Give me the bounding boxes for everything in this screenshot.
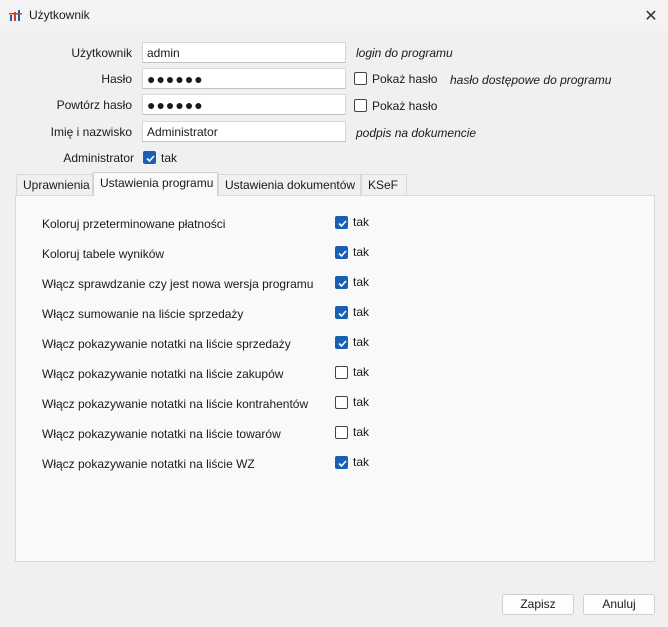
close-button[interactable] bbox=[634, 0, 668, 31]
tab-ksef[interactable]: KSeF bbox=[361, 174, 407, 195]
cancel-button[interactable]: Anuluj bbox=[583, 594, 655, 615]
option-value-label: tak bbox=[353, 425, 370, 439]
option-label: Włącz pokazywanie notatki na liście zakupów bbox=[42, 367, 284, 381]
checkmark-icon bbox=[337, 248, 348, 259]
option-checkbox[interactable] bbox=[335, 276, 348, 289]
username-label: Użytkownik bbox=[71, 46, 132, 60]
checkmark-icon bbox=[337, 278, 348, 289]
option-label: Włącz pokazywanie notatki na liście sprzedaży bbox=[42, 337, 291, 351]
checkmark-icon bbox=[145, 153, 156, 164]
option-checkbox[interactable] bbox=[335, 306, 348, 319]
option-label: Koloruj przeterminowane płatności bbox=[42, 217, 226, 231]
checkmark-icon bbox=[337, 218, 348, 229]
option-value-label: tak bbox=[353, 395, 370, 409]
password-repeat-field[interactable]: ●●●●●● bbox=[142, 94, 346, 115]
fullname-field[interactable]: Administrator bbox=[142, 121, 346, 142]
save-button[interactable]: Zapisz bbox=[502, 594, 574, 615]
option-value-label: tak bbox=[353, 335, 370, 349]
password-field[interactable]: ●●●●●● bbox=[142, 68, 346, 89]
option-checkbox[interactable] bbox=[335, 426, 348, 439]
tab-permissions[interactable]: Uprawnienia bbox=[16, 174, 93, 195]
title-bar bbox=[0, 0, 668, 31]
password-repeat-label: Powtórz hasło bbox=[56, 98, 132, 112]
option-value-label: tak bbox=[353, 365, 370, 379]
fullname-label: Imię i nazwisko bbox=[50, 125, 132, 139]
option-value-label: tak bbox=[353, 455, 370, 469]
username-field[interactable]: admin bbox=[142, 42, 346, 63]
option-label: Włącz sprawdzanie czy jest nowa wersja programu bbox=[42, 277, 314, 291]
tab-program-settings[interactable]: Ustawienia programu bbox=[93, 172, 218, 196]
show-password-checkbox[interactable] bbox=[354, 72, 367, 85]
option-checkbox[interactable] bbox=[335, 336, 348, 349]
option-label: Włącz pokazywanie notatki na liście kontrahentów bbox=[42, 397, 309, 411]
option-label: Włącz pokazywanie notatki na liście towarów bbox=[42, 427, 281, 441]
checkmark-icon bbox=[337, 338, 348, 349]
username-hint: login do programu bbox=[356, 46, 453, 60]
option-value-label: tak bbox=[353, 275, 370, 289]
password-label: Hasło bbox=[101, 72, 132, 86]
settings-panel bbox=[15, 195, 655, 562]
checkmark-icon bbox=[337, 308, 348, 319]
window-title: Użytkownik bbox=[29, 8, 90, 22]
checkmark-icon bbox=[337, 458, 348, 469]
option-checkbox[interactable] bbox=[335, 456, 348, 469]
show-password-repeat-checkbox[interactable] bbox=[354, 99, 367, 112]
option-checkbox[interactable] bbox=[335, 396, 348, 409]
option-value-label: tak bbox=[353, 245, 370, 259]
admin-checkbox[interactable] bbox=[143, 151, 156, 164]
app-icon bbox=[9, 9, 22, 22]
option-checkbox[interactable] bbox=[335, 366, 348, 379]
tab-document-settings[interactable]: Ustawienia dokumentów bbox=[218, 174, 361, 195]
close-icon: ✕ bbox=[644, 7, 658, 25]
option-value-label: tak bbox=[353, 305, 370, 319]
show-password-repeat-label: Pokaż hasło bbox=[372, 99, 438, 113]
show-password-label: Pokaż hasło bbox=[372, 72, 438, 86]
option-label: Włącz sumowanie na liście sprzedaży bbox=[42, 307, 244, 321]
option-value-label: tak bbox=[353, 215, 370, 229]
admin-label: Administrator bbox=[63, 151, 134, 165]
option-label: Koloruj tabele wyników bbox=[42, 247, 165, 261]
option-checkbox[interactable] bbox=[335, 216, 348, 229]
password-hint: hasło dostępowe do programu bbox=[450, 73, 612, 87]
option-checkbox[interactable] bbox=[335, 246, 348, 259]
fullname-hint: podpis na dokumencie bbox=[356, 126, 477, 140]
admin-value-label: tak bbox=[161, 151, 178, 165]
option-label: Włącz pokazywanie notatki na liście WZ bbox=[42, 457, 255, 471]
